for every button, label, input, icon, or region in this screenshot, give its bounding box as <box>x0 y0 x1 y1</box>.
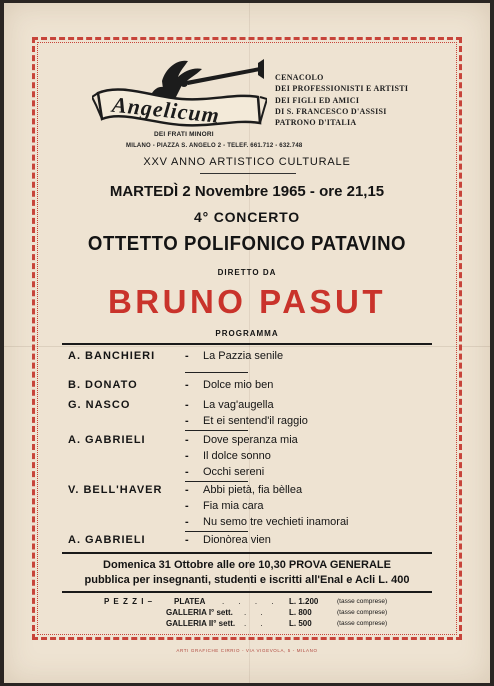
concert-number: 4° CONCERTO <box>194 209 300 225</box>
piece-title: Il dolce sonno <box>203 450 271 462</box>
address-line: MILANO - PIAZZA S. ANGELO 2 - TELEF. 661.712 - 632.748 <box>126 143 303 149</box>
leader-dots: . . <box>244 608 269 617</box>
cenacolo-line: PATRONO D'ITALIA <box>275 118 357 128</box>
program-bottom-rule <box>62 552 432 554</box>
prices-label: P E Z Z I – <box>104 597 154 606</box>
seat-note: (tasse comprese) <box>337 598 388 605</box>
dash: - <box>185 484 189 496</box>
directed-by-label: DIRETTO DA <box>217 268 277 277</box>
piece-title: Fia mia cara <box>203 500 264 512</box>
seat-name: PLATEA <box>174 597 206 606</box>
piece-title: Dove speranza mia <box>203 434 298 446</box>
piece-title: La vag'augella <box>203 399 274 411</box>
dash: - <box>185 399 189 411</box>
program-heading: PROGRAMMA <box>215 329 279 338</box>
divider <box>185 372 248 373</box>
composer-name: V. BELL'HAVER <box>68 484 163 496</box>
angelicum-logo <box>92 53 267 143</box>
conductor-name: BRUNO PASUT <box>107 283 387 320</box>
divider <box>185 430 248 431</box>
piece-title: Nu semo tre vechieti inamorai <box>203 516 349 528</box>
composer-name: A. GABRIELI <box>68 434 146 446</box>
concert-date: MARTEDÌ 2 Novembre 1965 - ore 21,15 <box>109 183 385 200</box>
leader-dots: . . <box>244 619 269 628</box>
dash: - <box>185 500 189 512</box>
piece-title: La Pazzia senile <box>203 350 284 362</box>
composer-name: G. NASCO <box>68 399 131 411</box>
rehearsal-audience: pubblica per insegnanti, studenti e iscritti all'Enal e Acli L. 400 <box>84 574 410 586</box>
program-top-rule <box>62 343 432 345</box>
cenacolo-line: CENACOLO <box>275 73 324 82</box>
ensemble-name: OTTETTO POLIFONICO PATAVINO <box>87 233 407 255</box>
composer-name: B. DONATO <box>68 379 138 391</box>
seat-name: GALLERIA II° sett. <box>166 619 236 628</box>
cenacolo-block <box>275 72 408 128</box>
composer-name: A. BANCHIERI <box>68 350 156 362</box>
logo-wordmark: Angelicum <box>111 91 222 128</box>
seat-price: L. 800 <box>289 608 312 617</box>
composer-name: A. GABRIELI <box>68 534 146 546</box>
season-title: XXV ANNO ARTISTICO CULTURALE <box>143 156 351 168</box>
rehearsal-notice: Domenica 31 Ottobre alle ore 10,30 PROVA GENERALE <box>103 559 391 571</box>
leader-dots: . . . . <box>222 597 280 606</box>
piece-title: Dionòrea vien <box>203 534 271 546</box>
dash: - <box>185 466 189 478</box>
divider <box>185 481 248 482</box>
cenacolo-line: DEI PROFESSIONISTI E ARTISTI <box>275 84 409 94</box>
angel-trumpet-icon <box>150 59 264 101</box>
dash: - <box>185 534 189 546</box>
divider <box>200 173 296 174</box>
divider <box>185 531 248 532</box>
cenacolo-line: DEI FIGLI ED AMICI <box>275 95 360 105</box>
seat-note: (tasse comprese) <box>337 609 388 616</box>
dash: - <box>185 379 189 391</box>
seat-note: (tasse comprese) <box>337 620 388 627</box>
prices-top-rule <box>62 591 432 593</box>
dash: - <box>185 415 189 427</box>
dash: - <box>185 434 189 446</box>
seat-price: L. 1.200 <box>289 597 319 606</box>
seat-price: L. 500 <box>289 619 312 628</box>
dash: - <box>185 516 189 528</box>
piece-title: Occhi sereni <box>203 466 265 478</box>
dash: - <box>185 450 189 462</box>
seat-name: GALLERIA I° sett. <box>166 608 233 617</box>
piece-title: Dolce mio ben <box>203 379 274 391</box>
dash: - <box>185 350 189 362</box>
piece-title: Et ei sentend'il raggio <box>203 415 308 427</box>
cenacolo-line: DI S. FRANCESCO D'ASSISI <box>275 106 387 116</box>
piece-title: Abbi pietà, fia bèllea <box>203 484 303 496</box>
poster-sheet <box>4 3 490 683</box>
printer-credit: ARTI GRAFICHE CIRRIO - VIA VIGEVOLA, 5 - MILANO <box>176 648 318 653</box>
logo-subtitle: DEI FRATI MINORI <box>154 131 214 138</box>
